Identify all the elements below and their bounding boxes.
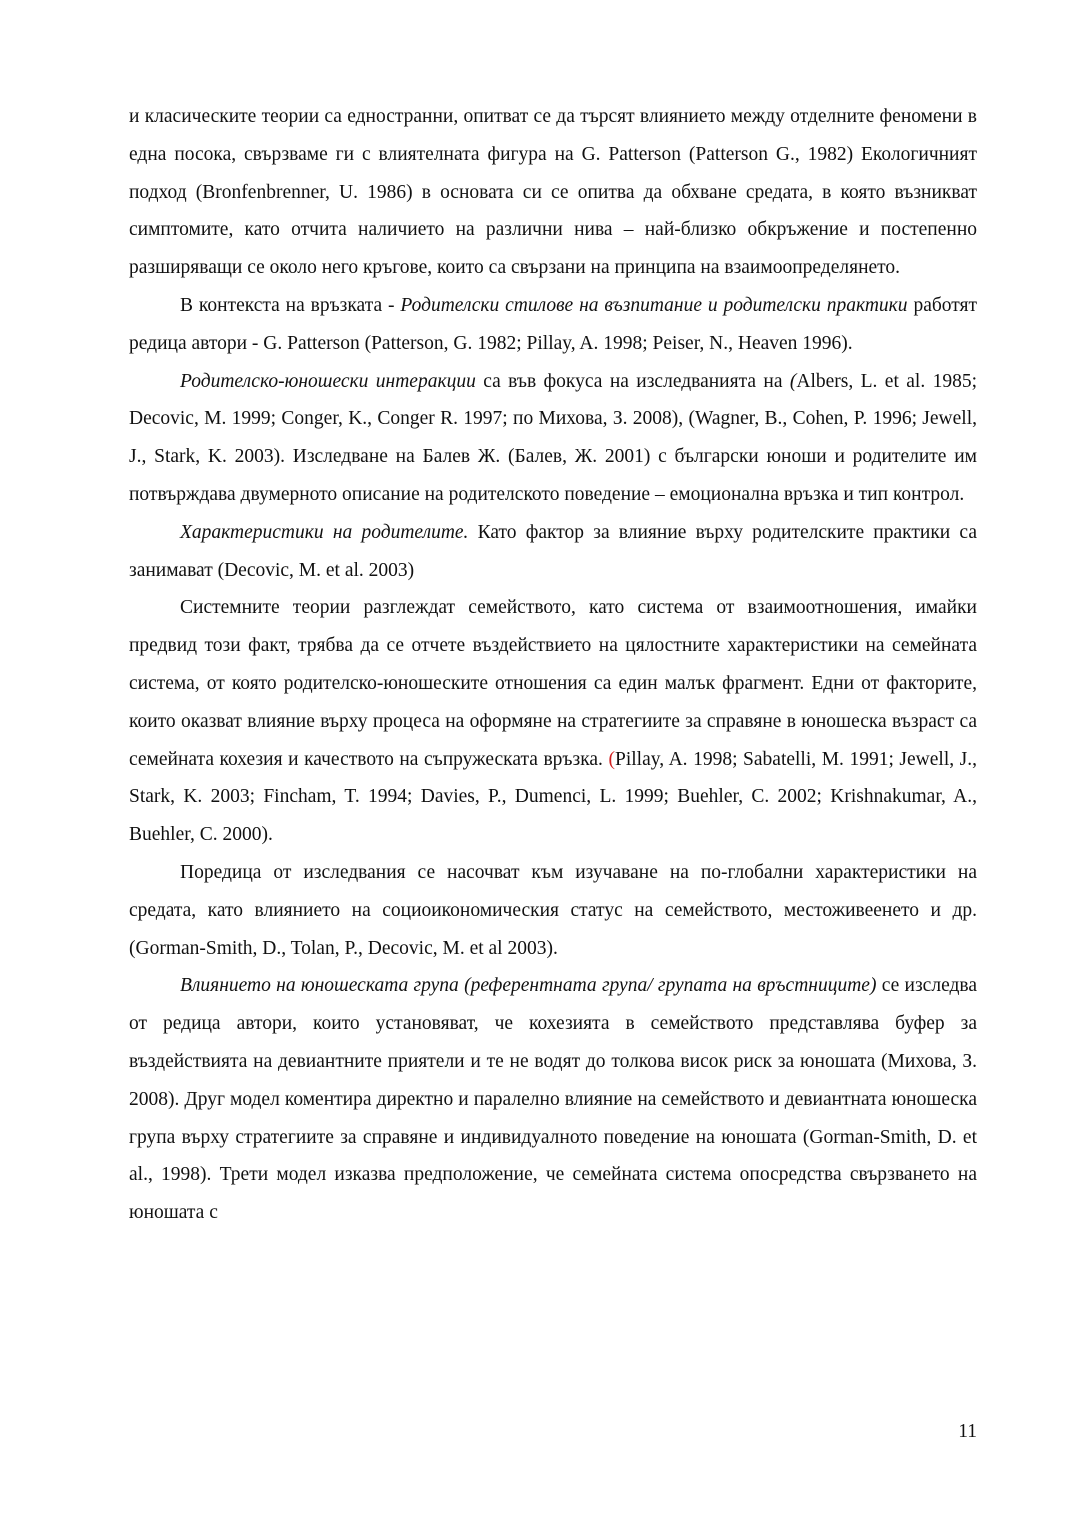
paragraph-5-text-end: Pillay, A. 1998; Sabatelli, M. 1991; Jewell, J., Stark, K. 2003; Fincham, T. 1994; Davies, P., Dumenci, L. 1999; Buehler, C. 2002; Krishnakumar, A., Buehler, C. 2000).	[129, 748, 977, 846]
paragraph-2-italic-term: Родителски стилове на възпитание и родителски практики	[400, 294, 908, 316]
paragraph-7-text-end: се изследва от редица автори, които установяват, че кохезията в семейството представлява буфер за въздействията на девиантните приятели и те не водят до толкова висок риск за юношата (Михова, З. 2008). Друг модел коментира директно и паралелно влияние на семейството и девиантната юношеска група върху стратегиите за справяне и индивидуалното поведение на юношата (Gorman-Smith, D. et al., 1998). Трети модел изказва предположение, че семейната система опосредства свързването на юношата с	[129, 975, 977, 1224]
document-body	[129, 98, 977, 1232]
paragraph-3	[129, 363, 977, 514]
paragraph-1: и класическите теории са едностранни, опитват се да търсят влиянието между отделните феномени в една посока, свързваме ги с влиятелната фигура на G. Patterson (Patterson G., 1982) Екологичният подход (Bronfenbrenner, U. 1986) в основата си се опитва да обхване средата, в която възникват симптомите, като отчита наличието на различни нива – най-близко обкръжение и постепенно разширяващи се около него кръгове, които са свързани на принципа на взаимоопределянето.	[129, 106, 977, 279]
paragraph-4	[129, 514, 977, 590]
paragraph-3-text-mid: са във фокуса на изследванията на	[475, 370, 790, 392]
paragraph-3-text-end: Albers, L. et al. 1985; Decovic, M. 1999; Conger, K., Conger R. 1997; по Михова, З. 2008), (Wagner, B., Cohen, P. 1996; Jewell, J., Stark, K. 2003). Изследване на Балев Ж. (Балев, Ж. 2001) с български юноши и родителите им потвърждава двумерното описание на родителското поведение – емоционална връзка и тип контрол.	[129, 370, 978, 505]
paragraph-5	[129, 589, 977, 854]
paragraph-2-text-start: В контекста на връзката -	[180, 294, 401, 316]
paragraph-7	[129, 967, 977, 1232]
paragraph-4-text-end: Като фактор за влияние върху родителските практики са занимават (Decovic, M. et al. 2003)	[129, 521, 977, 581]
paragraph-3-italic-term: Родителско-юношески интеракции	[180, 370, 476, 392]
paragraph-4-italic-term: Характеристики на родителите.	[180, 521, 469, 543]
paragraph-3-italic-paren: (	[789, 370, 797, 392]
paragraph-2	[129, 287, 977, 363]
paragraph-5-red-paren: (	[608, 748, 615, 770]
paragraph-6: Поредица от изследвания се насочват към изучаване на по-глобални характеристики на средата, като влиянието на социоикономическия статус на семейството, местоживеенето и др. (Gorman-Smith, D., Tolan, P., Decovic, M. et al 2003).	[129, 861, 977, 959]
paragraph-2-text-end: работят редица автори - G. Patterson (Patterson, G. 1982; Pillay, A. 1998; Peiser, N., Heaven 1996).	[129, 294, 978, 354]
page-number: 11	[958, 1421, 977, 1442]
paragraph-5-text-start: Системните теории разглеждат семейството, като система от взаимоотношения, имайки предвид този факт, трябва да се отчете въздействието на цялостните характеристики на семейната система, от която родителско-юношеските отношения са един малък фрагмент. Едни от факторите, които оказват влияние върху процеса на оформяне на стратегиите за справяне в юношеска възраст са семейната кохезия и качеството на съпружеската връзка.	[129, 597, 977, 770]
paragraph-7-italic-term: Влиянието на юношеската група (референтната група/ групата на връстниците)	[180, 975, 877, 997]
